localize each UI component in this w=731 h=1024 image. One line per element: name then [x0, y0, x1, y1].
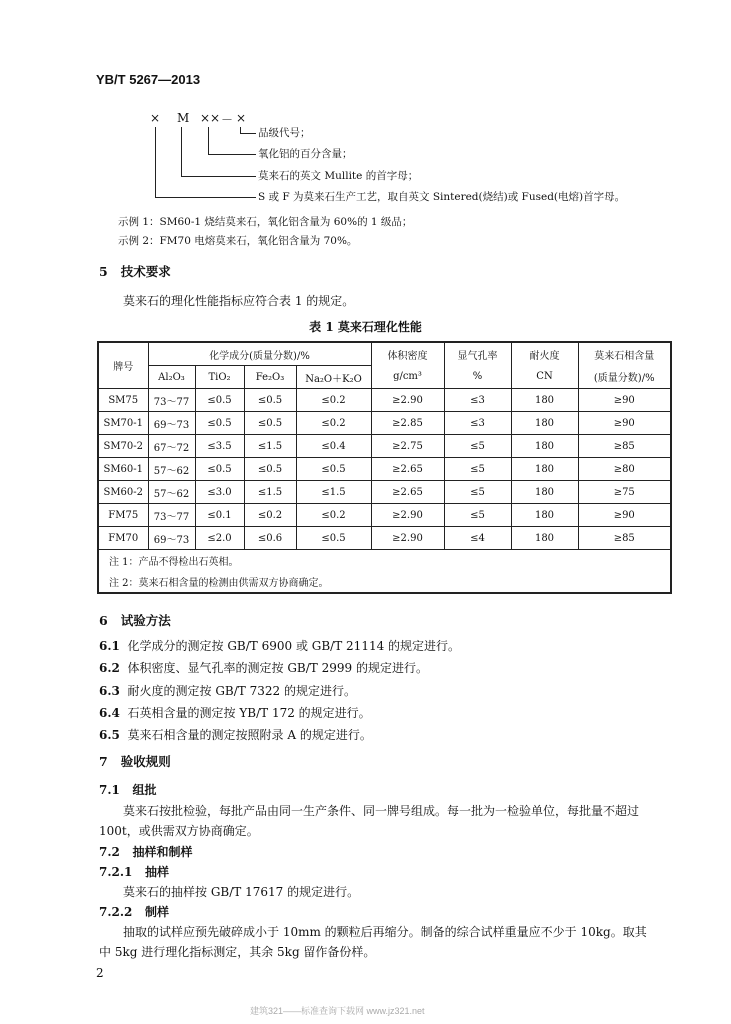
table-cell: FM75	[98, 504, 148, 527]
section-6-item	[99, 682, 356, 699]
table-cell: FM70	[98, 527, 148, 550]
table-cell: ≤5	[444, 435, 511, 458]
table-cell: ≥85	[578, 527, 671, 550]
table-cell: ≤0.2	[296, 504, 371, 527]
subsection-7-2	[99, 843, 192, 860]
table-cell: ≤1.5	[244, 481, 296, 504]
table-row	[98, 435, 671, 458]
table-cell: ≤0.2	[244, 504, 296, 527]
table-cell: 73～77	[148, 389, 195, 412]
subsection-number: 7.2.2	[99, 905, 133, 919]
table-cell: ≤3.0	[195, 481, 244, 504]
item-text: 石英相含量的测定按 YB/T 172 的规定进行。	[127, 706, 371, 720]
table-row	[98, 504, 671, 527]
subsection-7-2-2	[99, 903, 169, 920]
designation-symbol: －	[221, 113, 234, 127]
table-cell: ≥2.65	[371, 481, 444, 504]
designation-symbol: ×	[236, 111, 247, 125]
table-cell: 57～62	[148, 481, 195, 504]
table-cell: ≥2.65	[371, 458, 444, 481]
item-text: 体积密度、显气孔率的测定按 GB/T 2999 的规定进行。	[127, 661, 428, 675]
header-fe2o3: Fe₂O₃	[244, 366, 296, 389]
page-number: 2	[96, 966, 104, 980]
table-cell: ≥2.85	[371, 412, 444, 435]
table-cell: ≤5	[444, 504, 511, 527]
designation-item: 品级代号；	[258, 127, 311, 139]
designation-symbol: M	[177, 111, 190, 125]
section-number: 5	[99, 264, 108, 279]
item-number: 6.3	[99, 684, 120, 698]
table-row	[98, 412, 671, 435]
table-note-2: 注 2：莫来石相含量的检测由供需双方协商确定。	[98, 571, 671, 593]
table-cell: ≤1.5	[244, 435, 296, 458]
section-title: 试验方法	[120, 613, 171, 628]
subsection-7-1-text-cont: 100t，或供需双方协商确定。	[99, 824, 259, 838]
section-number: 7	[99, 754, 108, 769]
table-cell: 67～72	[148, 435, 195, 458]
table-cell: ≤4	[444, 527, 511, 550]
header-refractoriness: 耐火度	[511, 342, 578, 366]
section-5-paragraph: 莫来石的理化性能指标应符合表 1 的规定。	[123, 294, 355, 308]
table-cell: SM75	[98, 389, 148, 412]
header-chem: 化学成分(质量分数)/%	[148, 342, 371, 366]
table-cell: ≤0.5	[195, 458, 244, 481]
properties-table	[97, 341, 672, 594]
watermark: 建筑321——标准查询下载网 www.jz321.net	[250, 1006, 425, 1016]
table-cell: ≤0.4	[296, 435, 371, 458]
item-text: 耐火度的测定按 GB/T 7322 的规定进行。	[127, 684, 356, 698]
designation-item: 氧化铝的百分含量；	[258, 148, 353, 160]
table-cell: ≤5	[444, 458, 511, 481]
table-cell: 180	[511, 504, 578, 527]
table-cell: 180	[511, 435, 578, 458]
header-brand: 牌号	[98, 342, 148, 389]
table-cell: 180	[511, 458, 578, 481]
table-cell: ≤0.5	[244, 412, 296, 435]
item-number: 6.4	[99, 706, 120, 720]
table-row	[98, 527, 671, 550]
section-number: 6	[99, 613, 108, 628]
table-cell: 57～62	[148, 458, 195, 481]
subsection-number: 7.2	[99, 845, 120, 859]
table-cell: ≥90	[578, 412, 671, 435]
subsection-7-2-1	[99, 863, 169, 880]
header-refractoriness-unit: CN	[511, 366, 578, 389]
table-cell: 180	[511, 389, 578, 412]
subsection-7-1	[99, 781, 156, 798]
subsection-title: 组批	[132, 783, 157, 797]
table-row	[98, 458, 671, 481]
table-row	[98, 481, 671, 504]
standard-code: YB/T 5267—2013	[96, 72, 201, 87]
designation-symbol: ××	[200, 111, 221, 125]
example-1: 示例 1：SM60-1 烧结莫来石，氧化铝含量为 60%的 1 级品；	[118, 216, 413, 228]
section-5-heading	[99, 262, 171, 280]
table-cell: 73～77	[148, 504, 195, 527]
designation-item: S 或 F 为莫来石生产工艺，取自英文 Sintered(烧结)或 Fused(电熔)首字母。	[258, 191, 626, 203]
subsection-title: 制样	[144, 905, 169, 919]
table-cell: 180	[511, 412, 578, 435]
subsection-7-2-1-text: 莫来石的抽样按 GB/T 17617 的规定进行。	[123, 885, 360, 899]
table-cell: ≤0.5	[195, 389, 244, 412]
table-cell: SM60-1	[98, 458, 148, 481]
subsection-7-2-2-text-cont: 中 5kg 进行理化指标测定，其余 5kg 留作备份样。	[99, 945, 376, 959]
table-cell: ≥80	[578, 458, 671, 481]
item-number: 6.1	[99, 639, 120, 653]
section-title: 技术要求	[120, 264, 171, 279]
table-cell: SM70-1	[98, 412, 148, 435]
table-cell: ≥2.90	[371, 527, 444, 550]
table-cell: SM70-2	[98, 435, 148, 458]
table-cell: ≤0.2	[296, 412, 371, 435]
table-cell: ≤0.5	[195, 412, 244, 435]
table-cell: ≤0.5	[244, 458, 296, 481]
table-row	[98, 389, 671, 412]
item-number: 6.5	[99, 728, 120, 742]
section-6-item	[99, 726, 372, 743]
table-cell: 180	[511, 481, 578, 504]
section-6-item	[99, 704, 371, 721]
header-density-unit: g/cm³	[371, 366, 444, 389]
table-cell: ≤0.1	[195, 504, 244, 527]
table-cell: ≤0.5	[296, 527, 371, 550]
designation-symbol: ×	[150, 111, 161, 125]
table-cell: 180	[511, 527, 578, 550]
table-cell: ≤0.6	[244, 527, 296, 550]
table-cell: ≤0.5	[244, 389, 296, 412]
table-cell: SM60-2	[98, 481, 148, 504]
subsection-number: 7.1	[99, 783, 120, 797]
section-6-item	[99, 637, 460, 654]
section-6-item	[99, 659, 428, 676]
subsection-7-2-2-text: 抽取的试样应预先破碎成小于 10mm 的颗粒后再缩分。制备的综合试样重量应不少于 10kg。取其	[123, 925, 647, 939]
item-text: 莫来石相含量的测定按照附录 A 的规定进行。	[127, 728, 372, 742]
header-al2o3: Al₂O₃	[148, 366, 195, 389]
section-title: 验收规则	[120, 754, 171, 769]
header-mullite-unit: (质量分数)/%	[578, 366, 671, 389]
designation-item: 莫来石的英文 Mullite 的首字母；	[258, 170, 419, 182]
table-note-1: 注 1：产品不得检出石英相。	[98, 550, 671, 572]
table-cell: ≥2.75	[371, 435, 444, 458]
table-cell: ≤3	[444, 389, 511, 412]
section-7-heading	[99, 752, 171, 770]
table-cell: 69～73	[148, 527, 195, 550]
table-cell: ≤2.0	[195, 527, 244, 550]
header-na2o-k2o: Na₂O＋K₂O	[296, 366, 371, 389]
table-cell: ≤0.2	[296, 389, 371, 412]
table-cell: ≥90	[578, 389, 671, 412]
table-title: 表 1 莫来石理化性能	[309, 320, 422, 334]
subsection-title: 抽样	[144, 865, 169, 879]
table-cell: ≥2.90	[371, 389, 444, 412]
header-mullite: 莫来石相含量	[578, 342, 671, 366]
header-tio2: TiO₂	[195, 366, 244, 389]
section-6-heading	[99, 611, 171, 629]
table-cell: ≤3	[444, 412, 511, 435]
header-porosity: 显气孔率	[444, 342, 511, 366]
table-cell: ≥85	[578, 435, 671, 458]
example-2: 示例 2：FM70 电熔莫来石，氧化铝含量为 70%。	[118, 235, 358, 247]
header-porosity-unit: %	[444, 366, 511, 389]
table-cell: 69～73	[148, 412, 195, 435]
table-cell: ≤5	[444, 481, 511, 504]
header-density: 体积密度	[371, 342, 444, 366]
item-number: 6.2	[99, 661, 120, 675]
subsection-number: 7.2.1	[99, 865, 133, 879]
table-cell: ≥2.90	[371, 504, 444, 527]
item-text: 化学成分的测定按 GB/T 6900 或 GB/T 21114 的规定进行。	[127, 639, 461, 653]
subsection-title: 抽样和制样	[132, 845, 193, 859]
table-cell: ≥75	[578, 481, 671, 504]
table-cell: ≤3.5	[195, 435, 244, 458]
table-cell: ≤0.5	[296, 458, 371, 481]
table-cell: ≤1.5	[296, 481, 371, 504]
table-cell: ≥90	[578, 504, 671, 527]
subsection-7-1-text: 莫来石按批检验，每批产品由同一生产条件、同一牌号组成。每一批为一检验单位，每批量不超过	[123, 804, 640, 818]
